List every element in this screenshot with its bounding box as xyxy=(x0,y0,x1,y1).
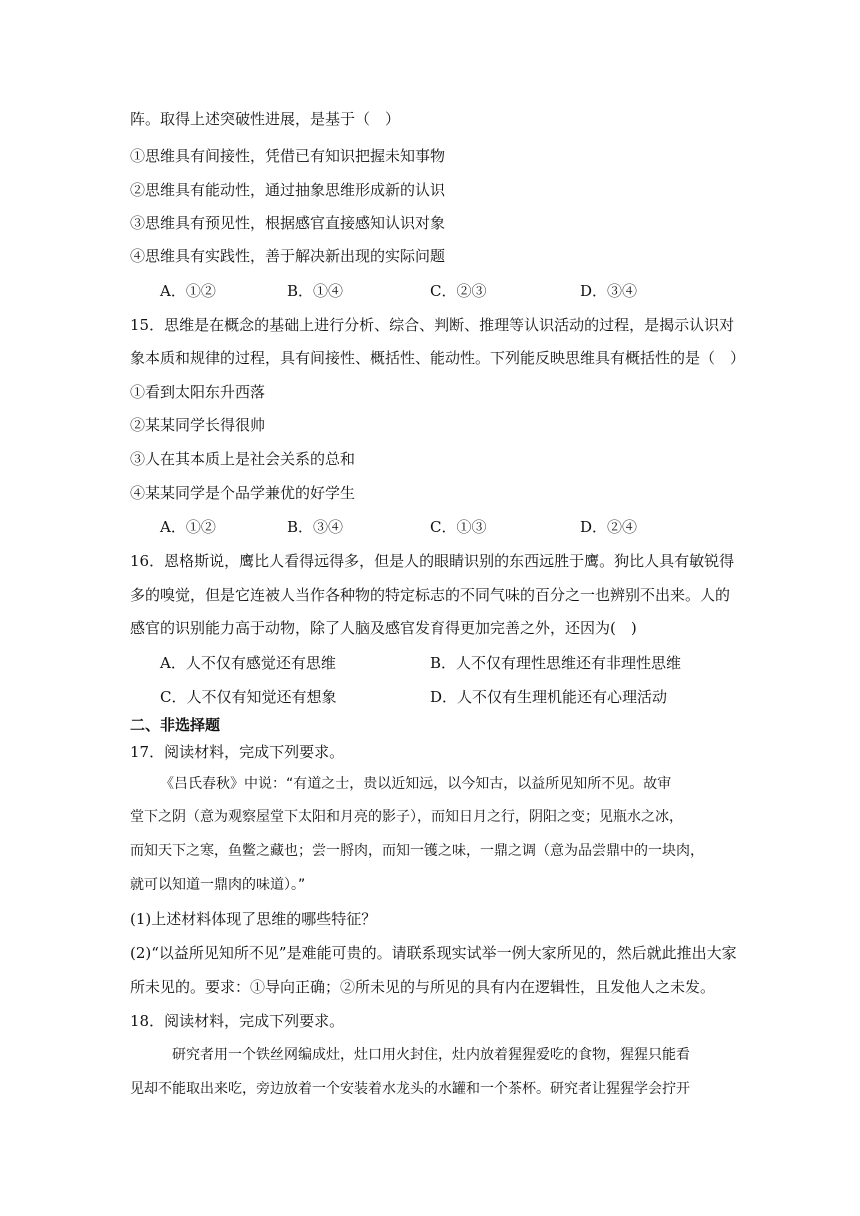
q14-option-c[interactable]: C．②③ xyxy=(430,282,487,300)
q15-item-2: ②某某同学长得很帅 xyxy=(130,416,266,434)
q17-sub-question-2-line-2: 所未见的。要求：①导向正确；②所未见的与所见的具有内在逻辑性，且发他人之未发。 xyxy=(130,978,716,996)
q16-stem-line-3: 感官的识别能力高于动物，除了人脑及感官发育得更加完善之外，还因为( ) xyxy=(130,619,637,637)
q15-option-c[interactable]: C．①③ xyxy=(430,518,487,536)
q14-option-b[interactable]: B．①④ xyxy=(287,282,344,300)
q14-option-a[interactable]: A．①② xyxy=(160,282,216,300)
q18-material-line-1: 研究者用一个铁丝网编成灶，灶口用火封住，灶内放着猩猩爱吃的食物，猩猩只能看 xyxy=(172,1047,690,1063)
q16-stem-line-1: 16．恩格斯说，鹰比人看得远得多，但是人的眼睛识别的东西远胜于鹰。狗比人具有敏锐得 xyxy=(130,552,735,570)
q15-option-b[interactable]: B．③④ xyxy=(287,518,344,536)
q16-option-c[interactable]: C．人不仅有知觉还有想象 xyxy=(160,688,337,706)
q16-options-row-1 xyxy=(160,652,720,674)
q17-stem: 17．阅读材料，完成下列要求。 xyxy=(130,743,345,761)
q16-option-b[interactable]: B．人不仅有理性思维还有非理性思维 xyxy=(430,654,682,672)
q15-item-3: ③人在其本质上是社会关系的总和 xyxy=(130,450,356,468)
q14-item-2: ②思维具有能动性，通过抽象思维形成新的认识 xyxy=(130,181,446,199)
q15-stem-line-1: 15．思维是在概念的基础上进行分析、综合、判断、推理等认识活动的过程，是揭示认识对 xyxy=(130,316,735,334)
q17-material-line-2: 堂下之阴（意为观察屋堂下太阳和月亮的影子），而知日月之行，阴阳之变；见瓶水之冰， xyxy=(130,809,683,825)
q16-stem-line-2: 多的嗅觉，但是它连被人当作各种物的特定标志的不同气味的百分之一也辨别不出来。人的 xyxy=(130,586,731,604)
q14-item-4: ④思维具有实践性，善于解决新出现的实际问题 xyxy=(130,247,446,265)
q15-options xyxy=(160,516,720,538)
q14-item-3: ③思维具有预见性，根据感官直接感知认识对象 xyxy=(130,214,446,232)
q14-stem-tail: 阵。取得上述突破性进展，是基于（ ） xyxy=(130,110,401,128)
q17-material-line-4: 就可以知道一鼎肉的味道）。” xyxy=(130,877,306,893)
q14-item-1: ①思维具有间接性，凭借已有知识把握未知事物 xyxy=(130,147,446,165)
q18-material-line-2: 见却不能取出来吃，旁边放着一个安装着水龙头的水罐和一个茶杯。研究者让猩猩学会拧开 xyxy=(130,1081,690,1097)
q16-option-a[interactable]: A．人不仅有感觉还有思维 xyxy=(160,654,336,672)
q17-sub-question-1: (1)上述材料体现了思维的哪些特征？ xyxy=(130,910,377,928)
q14-option-d[interactable]: D．③④ xyxy=(580,282,638,300)
q15-item-4: ④某某同学是个品学兼优的好学生 xyxy=(130,484,356,502)
q14-options xyxy=(160,280,720,302)
q15-stem-line-2: 象本质和规律的过程，具有间接性、概括性、能动性。下列能反映思维具有概括性的是（ ） xyxy=(130,349,746,367)
q15-item-1: ①看到太阳东升西落 xyxy=(130,383,266,401)
q17-material-line-3: 而知天下之寒，鱼鳖之藏也；尝一脟肉，而知一镬之味，一鼎之调（意为品尝鼎中的一块肉， xyxy=(130,843,704,859)
q17-sub-question-2-line-1: (2)“以益所见知所不见”是难能可贵的。请联系现实试举一例大家所见的，然后就此推出大家 xyxy=(130,944,737,962)
q18-stem: 18．阅读材料，完成下列要求。 xyxy=(130,1012,345,1030)
q15-option-a[interactable]: A．①② xyxy=(160,518,216,536)
section-heading: 二、非选择题 xyxy=(130,716,221,734)
q15-option-d[interactable]: D．②④ xyxy=(580,518,638,536)
q17-material-line-1: 《吕氏春秋》中说：“有道之士，贵以近知远，以今知古，以益所见知所不见。故审 xyxy=(160,776,672,792)
q16-options-row-2 xyxy=(160,686,720,708)
q16-option-d[interactable]: D．人不仅有生理机能还有心理活动 xyxy=(430,688,668,706)
